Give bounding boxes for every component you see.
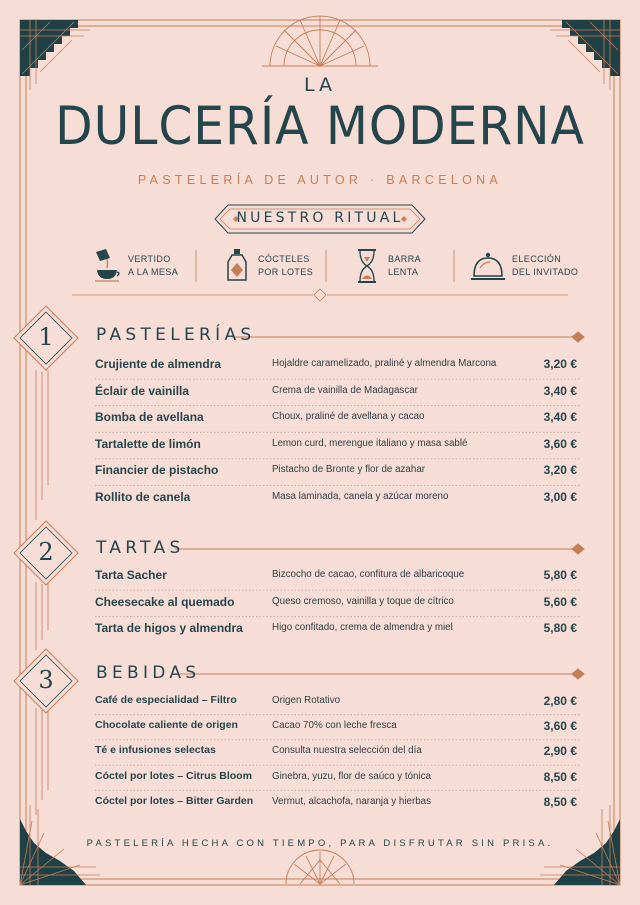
- hourglass-icon: [352, 248, 382, 284]
- menu-item-description: Bizcocho de cacao, confitura de albaricoque: [272, 569, 465, 580]
- feature-pouring: [92, 246, 178, 286]
- menu-item-description: Higo confitado, crema de almendra y miel: [272, 622, 453, 634]
- cocktail-bottle-icon: [222, 248, 252, 284]
- menu-item-name: Café de especialidad – Filtro: [95, 694, 237, 706]
- menu-item-price: 8,50 €: [543, 794, 577, 809]
- menu-item-description: Crema de vainilla de Madagascar: [272, 384, 418, 396]
- menu-item-row: [95, 770, 581, 792]
- menu-item-price: 2,90 €: [543, 744, 577, 759]
- menu-item-name: Cóctel por lotes – Citrus Bloom: [95, 769, 252, 782]
- feature-line2: LENTA: [388, 267, 419, 277]
- menu-item-row: [95, 719, 581, 741]
- menu-item-price: 8,50 €: [543, 769, 577, 784]
- menu-item-row: [95, 621, 581, 643]
- menu-item-row: [95, 694, 581, 716]
- menu-item-row: [95, 744, 581, 766]
- menu-item-row: [95, 490, 581, 512]
- feature-line1: CÓCTELES: [258, 254, 310, 264]
- menu-item-description: Vermut, alcachofa, naranja y hierbas: [272, 795, 432, 807]
- feature-slow-bar: [352, 246, 421, 286]
- menu-item-price: 3,40 €: [543, 410, 577, 425]
- menu-item-description: Cacao 70% con leche fresca: [272, 720, 397, 732]
- menu-item-price: 3,40 €: [543, 383, 577, 398]
- menu-item-price: 3,60 €: [543, 436, 577, 451]
- menu-item-name: Té e infusiones selectas: [95, 744, 216, 757]
- section-number: 3: [38, 666, 54, 694]
- feature-cocktails: [222, 246, 313, 286]
- menu-item-description: Hojaldre caramelizado, praliné y almendra Marcona: [272, 358, 497, 369]
- menu-item-row: [95, 595, 581, 617]
- menu-item-row: [95, 795, 581, 817]
- title-prefix: LA: [303, 74, 337, 96]
- menu-item-price: 2,80 €: [543, 694, 577, 708]
- subtitle: PASTELERÍA DE AUTOR · BARCELONA: [137, 173, 503, 187]
- section-title-bebidas: BEBIDAS: [96, 663, 201, 683]
- menu-item-row: [95, 568, 581, 590]
- menu-item-price: 3,20 €: [543, 357, 577, 371]
- menu-item-description: Consulta nuestra selección del día: [272, 745, 422, 757]
- menu-item-name: Rollito de canela: [95, 490, 191, 504]
- menu-item-price: 5,80 €: [543, 568, 577, 582]
- feature-line1: ELECCIÓN: [512, 254, 562, 264]
- section-number: 1: [38, 323, 54, 351]
- menu-item-price: 3,20 €: [543, 463, 577, 478]
- section-title-tartas: TARTAS: [96, 538, 185, 558]
- menu-item-description: Choux, praliné de avellana y cacao: [272, 411, 425, 423]
- menu-item-name: Cóctel por lotes – Bitter Garden: [95, 794, 254, 807]
- menu-item-description: Origen Rotativo: [272, 695, 341, 706]
- menu-item-name: Financier de pistacho: [95, 463, 219, 478]
- menu-item-row: [95, 410, 581, 432]
- page-title: DULCERÍA MODERNA: [55, 96, 585, 157]
- footer-note: PASTELERÍA HECHA CON TIEMPO, PARA DISFRUTAR SIN PRISA.: [86, 838, 554, 849]
- feature-line1: VERTIDO: [128, 254, 171, 264]
- menu-item-description: Queso cremoso, vainilla y toque de cítrico: [272, 595, 454, 607]
- feature-line1: BARRA: [388, 254, 422, 264]
- menu-item-name: Chocolate caliente de origen: [95, 719, 238, 732]
- menu-item-name: Bomba de avellana: [95, 410, 204, 425]
- feature-guest-choice: [470, 246, 578, 286]
- pouring-teapot-icon: [92, 248, 122, 284]
- menu-item-description: Masa laminada, canela y azúcar moreno: [272, 491, 449, 502]
- menu-item-price: 5,60 €: [543, 594, 577, 609]
- menu-item-name: Tarta Sacher: [95, 568, 167, 582]
- menu-item-price: 3,60 €: [543, 719, 577, 734]
- menu-item-name: Éclair de vainilla: [95, 383, 190, 398]
- ritual-label: NUESTRO RITUAL: [236, 210, 404, 226]
- menu-item-row: [95, 357, 581, 379]
- menu-item-name: Tartalette de limón: [95, 436, 201, 451]
- feature-line2: A LA MESA: [128, 267, 179, 277]
- menu-item-name: Cheesecake al quemado: [95, 594, 235, 609]
- menu-item-description: Ginebra, yuzu, flor de saúco y tónica: [272, 770, 432, 782]
- menu-item-row: [95, 463, 581, 485]
- menu-item-name: Crujiente de almendra: [95, 357, 222, 371]
- menu-item-row: [95, 437, 581, 459]
- menu-item-row: [95, 384, 581, 406]
- menu-item-description: Lemon curd, merengue italiano y masa sablé: [272, 437, 468, 449]
- section-title-pastelerias: PASTELERÍAS: [96, 325, 256, 345]
- feature-line2: POR LOTES: [258, 267, 314, 277]
- menu-item-description: Pistacho de Bronte y flor de azahar: [272, 464, 426, 476]
- menu-item-price: 5,80 €: [543, 621, 577, 636]
- feature-line2: DEL INVITADO: [512, 267, 579, 277]
- cloche-icon: [470, 248, 506, 284]
- section-number: 2: [38, 538, 54, 566]
- menu-item-price: 3,00 €: [543, 490, 577, 504]
- menu-item-name: Tarta de higos y almendra: [95, 621, 243, 636]
